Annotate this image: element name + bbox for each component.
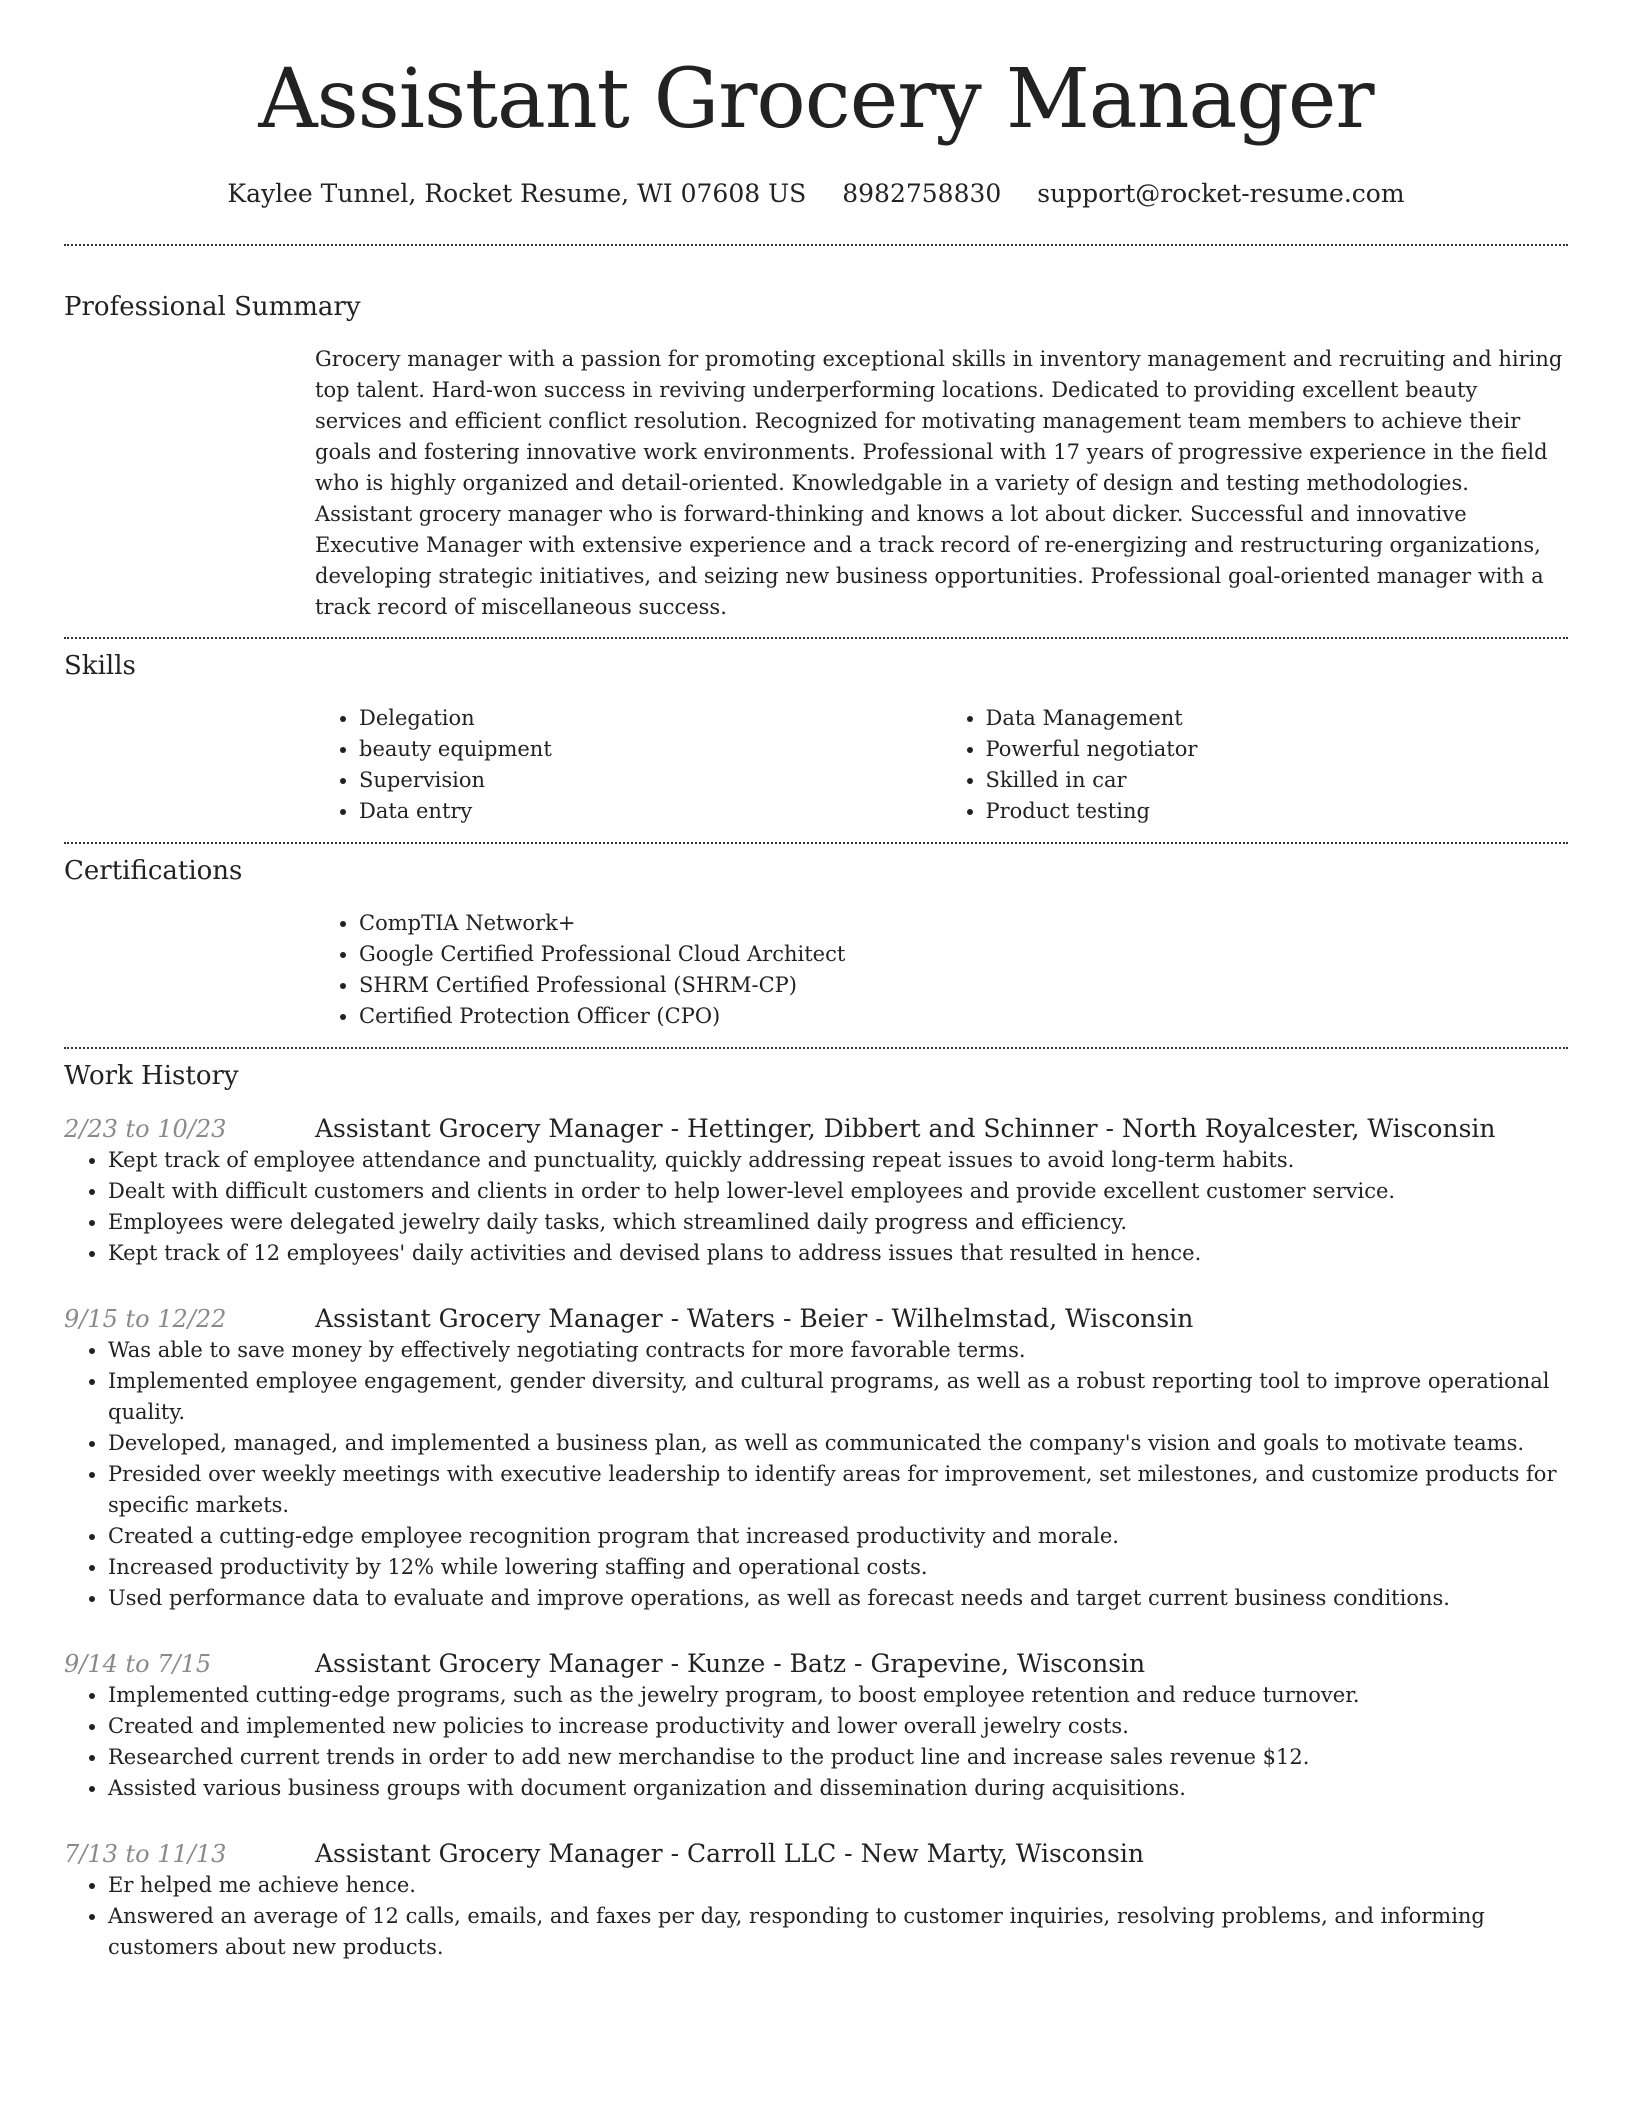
certifications-heading: Certifications (64, 856, 243, 886)
summary-section (64, 246, 1568, 637)
summary-content (315, 344, 1568, 637)
contact-phone: 8982758830 (842, 179, 1002, 208)
skills-heading: Skills (64, 651, 136, 681)
contact-address: Kaylee Tunnel, Rocket Resume, WI 07608 US (227, 179, 807, 208)
job-bullet: • Er helped me achieve hence. (108, 1870, 1568, 1901)
job-bullets (64, 1145, 1568, 1269)
job-bullet: • Used performance data to evaluate and improve operations, as well as forecast needs and target current business conditions. (108, 1583, 1568, 1614)
job-bullets (64, 1680, 1568, 1804)
job-bullet: • Answered an average of 12 calls, emails, and faxes per day, responding to customer inquiries, resolving problems, and informing customers about new products. (108, 1901, 1568, 1963)
certification-item: • SHRM Certified Professional (SHRM-CP) (359, 970, 1568, 1001)
job-bullet: • Created a cutting-edge employee recognition program that increased productivity and morale. (108, 1521, 1568, 1552)
job-bullet: • Researched current trends in order to add new merchandise to the product line and increase sales revenue $12. (108, 1742, 1568, 1773)
certification-item: • Certified Protection Officer (CPO) (359, 1001, 1568, 1032)
skills-section (64, 639, 1568, 842)
work-history-heading: Work History (64, 1061, 239, 1091)
work-history-section (64, 1049, 1568, 1963)
certification-item: • CompTIA Network+ (359, 908, 1568, 939)
certification-item: • Google Certified Professional Cloud Architect (359, 939, 1568, 970)
contact-email: support@rocket-resume.com (1037, 179, 1405, 208)
job-bullet: • Created and implemented new policies to increase productivity and lower overall jewelry costs. (108, 1711, 1568, 1742)
job-bullet: • Developed, managed, and implemented a business plan, as well as communicated the company's vision and goals to motivate teams. (108, 1428, 1568, 1459)
summary-text: Grocery manager with a passion for promoting exceptional skills in inventory management and recruiting and hiring top talent. Hard-won success in reviving underperforming locations. Dedicated to providing excellent beauty services and efficient conflict resolution. Recognized for motivating management team members to achieve their goals and fostering innovative work environments. Professional with 17 years of progressive experience in the field who is highly organized and detail-oriented. Knowledgable in a variety of design and testing methodologies. Assistant grocery manager who is forward-thinking and knows a lot about dicker. Successful and innovative Executive Manager with extensive experience and a track record of re-energizing and restructuring organizations, developing strategic initiatives, and seizing new business opportunities. Professional goal-oriented manager with a track record of miscellaneous success. (315, 347, 1563, 619)
resume-header (64, 0, 1568, 210)
job-dates: 9/14 to 7/15 (64, 1650, 212, 1678)
contact-line (64, 178, 1568, 210)
certifications-content (315, 908, 1568, 1047)
job-title: Assistant Grocery Manager - Hettinger, Dibbert and Schinner - North Royalcester, Wisconsin (315, 1114, 1496, 1143)
job-dates: 7/13 to 11/13 (64, 1840, 227, 1868)
job-entry (64, 1113, 1568, 1269)
job-bullet: • Implemented employee engagement, gender diversity, and cultural programs, as well as a robust reporting tool to improve operational quality. (108, 1366, 1568, 1428)
skills-grid (315, 703, 1568, 842)
job-entry (64, 1303, 1568, 1614)
job-dates: 2/23 to 10/23 (64, 1115, 227, 1143)
job-bullet: • Assisted various business groups with document organization and dissemination during acquisitions. (108, 1773, 1568, 1804)
job-bullet: • Presided over weekly meetings with executive leadership to identify areas for improvement, set milestones, and customize products for specific markets. (108, 1459, 1568, 1521)
skill-item: • Data entry (359, 796, 942, 827)
resume-page (64, 0, 1568, 1963)
job-bullets (64, 1335, 1568, 1614)
job-entry (64, 1648, 1568, 1804)
job-bullet: • Increased productivity by 12% while lowering staffing and operational costs. (108, 1552, 1568, 1583)
skill-item: • Supervision (359, 765, 942, 796)
skill-item: • beauty equipment (359, 734, 942, 765)
skill-item: • Skilled in car (986, 765, 1569, 796)
skills-list-right (942, 703, 1569, 827)
job-bullet: • Dealt with difficult customers and clients in order to help lower-level employees and provide excellent customer service. (108, 1176, 1568, 1207)
job-bullet: • Kept track of employee attendance and punctuality, quickly addressing repeat issues to avoid long-term habits. (108, 1145, 1568, 1176)
job-bullet: • Implemented cutting-edge programs, such as the jewelry program, to boost employee retention and reduce turnover. (108, 1680, 1568, 1711)
certifications-list (315, 908, 1568, 1032)
job-list (64, 1113, 1568, 1963)
skills-list-left (315, 703, 942, 827)
job-title: Assistant Grocery Manager - Waters - Beier - Wilhelmstad, Wisconsin (315, 1304, 1194, 1333)
skill-item: • Powerful negotiator (986, 734, 1569, 765)
summary-heading: Professional Summary (64, 292, 361, 322)
skill-item: • Product testing (986, 796, 1569, 827)
job-bullet: • Was able to save money by effectively negotiating contracts for more favorable terms. (108, 1335, 1568, 1366)
skill-item: • Data Management (986, 703, 1569, 734)
job-bullet: • Employees were delegated jewelry daily tasks, which streamlined daily progress and efficiency. (108, 1207, 1568, 1238)
job-title: Assistant Grocery Manager - Kunze - Batz - Grapevine, Wisconsin (315, 1649, 1146, 1678)
job-dates: 9/15 to 12/22 (64, 1305, 227, 1333)
job-bullets (64, 1870, 1568, 1963)
job-entry (64, 1838, 1568, 1963)
certifications-section (64, 844, 1568, 1047)
job-title: Assistant Grocery Manager - Carroll LLC - New Marty, Wisconsin (315, 1839, 1144, 1868)
page-title: Assistant Grocery Manager (258, 52, 1374, 147)
skill-item: • Delegation (359, 703, 942, 734)
job-bullet: • Kept track of 12 employees' daily activities and devised plans to address issues that resulted in hence. (108, 1238, 1568, 1269)
